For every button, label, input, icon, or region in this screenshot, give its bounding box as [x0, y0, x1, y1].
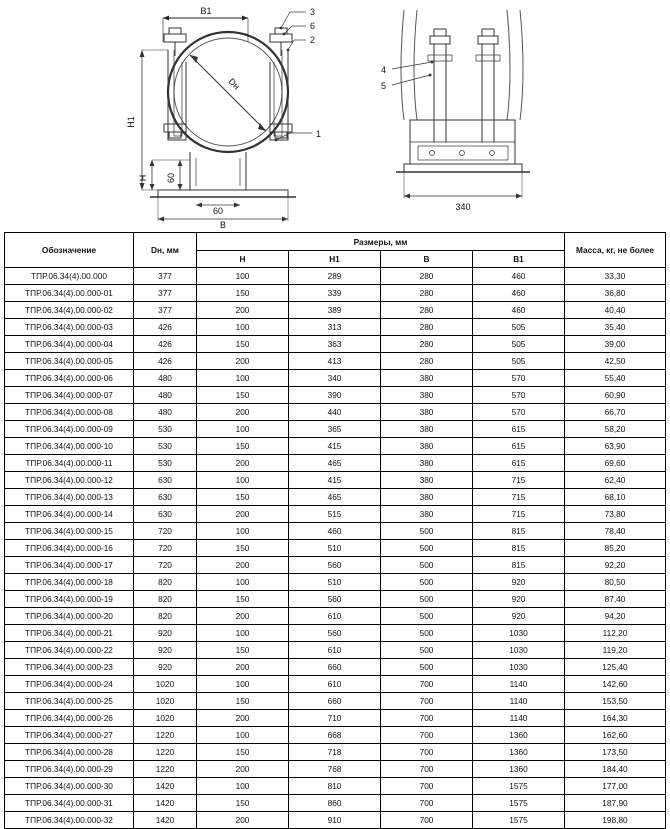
cell-h1: 465 — [289, 489, 381, 506]
drawing-graphics — [0, 0, 670, 232]
cell-h: 150 — [197, 387, 289, 404]
table-row — [5, 438, 666, 455]
cell-h1: 415 — [289, 472, 381, 489]
cell-h: 200 — [197, 455, 289, 472]
cell-b1: 1575 — [473, 778, 565, 795]
cell-dn: 530 — [134, 455, 197, 472]
cell-mass: 198,80 — [565, 812, 666, 829]
cell-b1: 715 — [473, 472, 565, 489]
cell-designation: ТПР.06.34(4).00.000-31 — [5, 795, 134, 812]
cell-dn: 426 — [134, 353, 197, 370]
cell-h1: 510 — [289, 574, 381, 591]
cell-mass: 112,20 — [565, 625, 666, 642]
cell-designation: ТПР.06.34(4).00.000-09 — [5, 421, 134, 438]
cell-h: 150 — [197, 489, 289, 506]
cell-mass: 153,50 — [565, 693, 666, 710]
dim-label-60-horiz: 60 — [212, 206, 224, 216]
cell-mass: 173,50 — [565, 744, 666, 761]
cell-b: 700 — [381, 710, 473, 727]
callout-5: 5 — [381, 81, 387, 91]
cell-b: 700 — [381, 778, 473, 795]
callout-1: 1 — [316, 129, 322, 139]
cell-h: 150 — [197, 693, 289, 710]
cell-b: 700 — [381, 676, 473, 693]
cell-mass: 162,60 — [565, 727, 666, 744]
cell-b: 380 — [381, 472, 473, 489]
cell-dn: 630 — [134, 489, 197, 506]
cell-dn: 426 — [134, 336, 197, 353]
cell-mass: 187,90 — [565, 795, 666, 812]
cell-dn: 630 — [134, 506, 197, 523]
cell-mass: 58,20 — [565, 421, 666, 438]
cell-h1: 710 — [289, 710, 381, 727]
table-row — [5, 574, 666, 591]
table-row — [5, 404, 666, 421]
cell-dn: 630 — [134, 472, 197, 489]
cell-designation: ТПР.06.34(4).00.000-06 — [5, 370, 134, 387]
cell-b1: 815 — [473, 523, 565, 540]
cell-h1: 660 — [289, 659, 381, 676]
cell-b1: 460 — [473, 268, 565, 285]
cell-h: 150 — [197, 285, 289, 302]
dim-label-340: 340 — [455, 202, 471, 212]
table-row — [5, 421, 666, 438]
cell-mass: 55,40 — [565, 370, 666, 387]
cell-b: 700 — [381, 795, 473, 812]
cell-b: 700 — [381, 727, 473, 744]
header-sizes: Размеры, мм — [197, 233, 565, 251]
dim-label-h1: H1 — [126, 116, 136, 128]
table-body — [5, 268, 666, 829]
header-designation: Обозначение — [5, 233, 134, 268]
cell-mass: 60,90 — [565, 387, 666, 404]
specification-table-wrapper — [4, 232, 666, 829]
cell-b: 280 — [381, 285, 473, 302]
cell-h1: 860 — [289, 795, 381, 812]
header-mass: Масса, кг, не более — [565, 233, 666, 268]
cell-b: 500 — [381, 591, 473, 608]
cell-b1: 1030 — [473, 625, 565, 642]
cell-h1: 289 — [289, 268, 381, 285]
cell-designation: ТПР.06.34(4).00.000-24 — [5, 676, 134, 693]
cell-b: 500 — [381, 608, 473, 625]
cell-dn: 480 — [134, 387, 197, 404]
callout-2: 2 — [310, 35, 316, 45]
cell-h: 200 — [197, 710, 289, 727]
header-b1: B1 — [473, 251, 565, 268]
cell-mass: 177,00 — [565, 778, 666, 795]
cell-h: 100 — [197, 778, 289, 795]
cell-designation: ТПР.06.34(4).00.000 — [5, 268, 134, 285]
cell-dn: 720 — [134, 540, 197, 557]
cell-dn: 480 — [134, 404, 197, 421]
table-row — [5, 540, 666, 557]
header-h1: H1 — [289, 251, 381, 268]
cell-b1: 1140 — [473, 676, 565, 693]
cell-b1: 1140 — [473, 710, 565, 727]
cell-mass: 94,20 — [565, 608, 666, 625]
cell-h1: 610 — [289, 676, 381, 693]
cell-dn: 377 — [134, 302, 197, 319]
cell-b1: 615 — [473, 455, 565, 472]
cell-h1: 810 — [289, 778, 381, 795]
table-row — [5, 710, 666, 727]
cell-mass: 42,50 — [565, 353, 666, 370]
cell-dn: 1020 — [134, 710, 197, 727]
cell-h: 150 — [197, 744, 289, 761]
cell-b: 500 — [381, 540, 473, 557]
cell-dn: 820 — [134, 591, 197, 608]
callout-6: 6 — [310, 21, 316, 31]
cell-dn: 377 — [134, 268, 197, 285]
cell-h1: 910 — [289, 812, 381, 829]
table-row — [5, 693, 666, 710]
cell-h1: 413 — [289, 353, 381, 370]
cell-designation: ТПР.06.34(4).00.000-04 — [5, 336, 134, 353]
cell-h1: 660 — [289, 693, 381, 710]
cell-h: 200 — [197, 506, 289, 523]
table-row — [5, 302, 666, 319]
cell-mass: 125,40 — [565, 659, 666, 676]
cell-b1: 1575 — [473, 812, 565, 829]
cell-mass: 92,20 — [565, 557, 666, 574]
cell-b1: 920 — [473, 608, 565, 625]
cell-mass: 85,20 — [565, 540, 666, 557]
cell-b: 280 — [381, 319, 473, 336]
cell-mass: 35,40 — [565, 319, 666, 336]
cell-h1: 718 — [289, 744, 381, 761]
cell-h: 100 — [197, 370, 289, 387]
cell-dn: 480 — [134, 370, 197, 387]
technical-drawing — [0, 0, 670, 232]
cell-mass: 69,60 — [565, 455, 666, 472]
dim-label-b: B — [219, 220, 227, 230]
cell-h: 100 — [197, 625, 289, 642]
cell-b1: 570 — [473, 370, 565, 387]
cell-mass: 36,80 — [565, 285, 666, 302]
table-row — [5, 455, 666, 472]
cell-b1: 920 — [473, 591, 565, 608]
cell-designation: ТПР.06.34(4).00.000-11 — [5, 455, 134, 472]
header-dn: Dн, мм — [134, 233, 197, 268]
cell-designation: ТПР.06.34(4).00.000-18 — [5, 574, 134, 591]
cell-b1: 1030 — [473, 642, 565, 659]
table-row — [5, 778, 666, 795]
cell-b: 380 — [381, 506, 473, 523]
cell-dn: 1420 — [134, 795, 197, 812]
cell-b: 280 — [381, 336, 473, 353]
cell-b: 380 — [381, 421, 473, 438]
cell-designation: ТПР.06.34(4).00.000-17 — [5, 557, 134, 574]
dim-label-h: H — [138, 174, 148, 182]
cell-b: 700 — [381, 812, 473, 829]
cell-dn: 720 — [134, 557, 197, 574]
cell-b: 380 — [381, 370, 473, 387]
cell-b: 380 — [381, 489, 473, 506]
cell-h: 200 — [197, 812, 289, 829]
cell-dn: 1020 — [134, 676, 197, 693]
cell-dn: 720 — [134, 523, 197, 540]
cell-b: 700 — [381, 744, 473, 761]
cell-h: 150 — [197, 438, 289, 455]
cell-designation: ТПР.06.34(4).00.000-26 — [5, 710, 134, 727]
cell-designation: ТПР.06.34(4).00.000-03 — [5, 319, 134, 336]
cell-h: 100 — [197, 523, 289, 540]
cell-designation: ТПР.06.34(4).00.000-07 — [5, 387, 134, 404]
cell-dn: 920 — [134, 659, 197, 676]
cell-h: 100 — [197, 319, 289, 336]
cell-designation: ТПР.06.34(4).00.000-01 — [5, 285, 134, 302]
cell-h: 150 — [197, 540, 289, 557]
header-b: B — [381, 251, 473, 268]
table-row — [5, 387, 666, 404]
cell-mass: 63,90 — [565, 438, 666, 455]
table-row — [5, 795, 666, 812]
cell-h: 200 — [197, 404, 289, 421]
cell-dn: 920 — [134, 625, 197, 642]
cell-designation: ТПР.06.34(4).00.000-28 — [5, 744, 134, 761]
cell-h: 100 — [197, 727, 289, 744]
cell-b: 500 — [381, 625, 473, 642]
cell-h1: 560 — [289, 625, 381, 642]
cell-h1: 339 — [289, 285, 381, 302]
cell-mass: 39,00 — [565, 336, 666, 353]
cell-designation: ТПР.06.34(4).00.000-05 — [5, 353, 134, 370]
table-row — [5, 608, 666, 625]
cell-b: 500 — [381, 659, 473, 676]
table-row — [5, 761, 666, 778]
cell-b1: 615 — [473, 438, 565, 455]
table-row — [5, 489, 666, 506]
cell-b: 500 — [381, 557, 473, 574]
cell-b1: 505 — [473, 319, 565, 336]
cell-mass: 62,40 — [565, 472, 666, 489]
cell-mass: 80,50 — [565, 574, 666, 591]
cell-h1: 390 — [289, 387, 381, 404]
cell-mass: 33,30 — [565, 268, 666, 285]
cell-designation: ТПР.06.34(4).00.000-13 — [5, 489, 134, 506]
cell-b1: 505 — [473, 336, 565, 353]
cell-designation: ТПР.06.34(4).00.000-23 — [5, 659, 134, 676]
cell-mass: 119,20 — [565, 642, 666, 659]
cell-b1: 460 — [473, 302, 565, 319]
cell-designation: ТПР.06.34(4).00.000-14 — [5, 506, 134, 523]
cell-b1: 570 — [473, 404, 565, 421]
header-h: H — [197, 251, 289, 268]
cell-b: 280 — [381, 268, 473, 285]
table-row — [5, 591, 666, 608]
table-row — [5, 727, 666, 744]
cell-dn: 820 — [134, 574, 197, 591]
cell-h1: 668 — [289, 727, 381, 744]
cell-h: 150 — [197, 591, 289, 608]
cell-dn: 530 — [134, 438, 197, 455]
cell-h1: 313 — [289, 319, 381, 336]
cell-b1: 920 — [473, 574, 565, 591]
cell-b: 500 — [381, 642, 473, 659]
cell-b1: 460 — [473, 285, 565, 302]
table-row — [5, 676, 666, 693]
cell-b1: 815 — [473, 557, 565, 574]
cell-b1: 715 — [473, 489, 565, 506]
table-header-row — [5, 233, 666, 251]
table-row — [5, 506, 666, 523]
cell-h1: 610 — [289, 608, 381, 625]
cell-designation: ТПР.06.34(4).00.000-27 — [5, 727, 134, 744]
cell-b1: 1360 — [473, 761, 565, 778]
cell-mass: 164,30 — [565, 710, 666, 727]
cell-mass: 78,40 — [565, 523, 666, 540]
cell-dn: 426 — [134, 319, 197, 336]
table-row — [5, 744, 666, 761]
cell-designation: ТПР.06.34(4).00.000-12 — [5, 472, 134, 489]
cell-dn: 1220 — [134, 727, 197, 744]
cell-h1: 340 — [289, 370, 381, 387]
cell-dn: 1220 — [134, 761, 197, 778]
cell-h: 100 — [197, 574, 289, 591]
cell-mass: 68,10 — [565, 489, 666, 506]
cell-h: 200 — [197, 302, 289, 319]
cell-b1: 615 — [473, 421, 565, 438]
cell-mass: 87,40 — [565, 591, 666, 608]
dim-label-60-vert: 60 — [166, 172, 176, 184]
table-row — [5, 319, 666, 336]
table-row — [5, 336, 666, 353]
callout-4: 4 — [381, 65, 387, 75]
cell-h: 200 — [197, 761, 289, 778]
cell-designation: ТПР.06.34(4).00.000-10 — [5, 438, 134, 455]
cell-b: 380 — [381, 455, 473, 472]
cell-h: 100 — [197, 676, 289, 693]
cell-b: 380 — [381, 404, 473, 421]
cell-h1: 510 — [289, 540, 381, 557]
cell-designation: ТПР.06.34(4).00.000-19 — [5, 591, 134, 608]
cell-designation: ТПР.06.34(4).00.000-32 — [5, 812, 134, 829]
cell-h1: 560 — [289, 557, 381, 574]
cell-dn: 1020 — [134, 693, 197, 710]
table-row — [5, 642, 666, 659]
cell-b1: 1575 — [473, 795, 565, 812]
cell-designation: ТПР.06.34(4).00.000-21 — [5, 625, 134, 642]
cell-designation: ТПР.06.34(4).00.000-22 — [5, 642, 134, 659]
table-row — [5, 268, 666, 285]
cell-h1: 465 — [289, 455, 381, 472]
cell-designation: ТПР.06.34(4).00.000-15 — [5, 523, 134, 540]
cell-dn: 1420 — [134, 812, 197, 829]
cell-designation: ТПР.06.34(4).00.000-02 — [5, 302, 134, 319]
cell-designation: ТПР.06.34(4).00.000-16 — [5, 540, 134, 557]
cell-b1: 1360 — [473, 727, 565, 744]
table-row — [5, 370, 666, 387]
cell-dn: 1420 — [134, 778, 197, 795]
cell-dn: 1220 — [134, 744, 197, 761]
cell-designation: ТПР.06.34(4).00.000-20 — [5, 608, 134, 625]
table-row — [5, 285, 666, 302]
cell-h1: 365 — [289, 421, 381, 438]
callout-3: 3 — [310, 7, 316, 17]
cell-dn: 820 — [134, 608, 197, 625]
cell-h: 100 — [197, 268, 289, 285]
cell-h1: 460 — [289, 523, 381, 540]
cell-dn: 377 — [134, 285, 197, 302]
cell-h: 100 — [197, 421, 289, 438]
table-row — [5, 659, 666, 676]
cell-b: 380 — [381, 387, 473, 404]
cell-b: 380 — [381, 438, 473, 455]
cell-h: 150 — [197, 336, 289, 353]
table-row — [5, 557, 666, 574]
cell-h1: 389 — [289, 302, 381, 319]
cell-designation: ТПР.06.34(4).00.000-29 — [5, 761, 134, 778]
cell-b: 280 — [381, 353, 473, 370]
cell-h: 100 — [197, 472, 289, 489]
cell-h: 150 — [197, 642, 289, 659]
table-row — [5, 472, 666, 489]
cell-h1: 610 — [289, 642, 381, 659]
cell-h1: 415 — [289, 438, 381, 455]
cell-b1: 815 — [473, 540, 565, 557]
specification-table — [4, 232, 666, 829]
cell-b: 500 — [381, 574, 473, 591]
cell-h: 200 — [197, 353, 289, 370]
cell-b1: 715 — [473, 506, 565, 523]
cell-b1: 1030 — [473, 659, 565, 676]
cell-h1: 363 — [289, 336, 381, 353]
cell-b1: 1360 — [473, 744, 565, 761]
cell-h: 200 — [197, 557, 289, 574]
cell-b1: 1140 — [473, 693, 565, 710]
cell-dn: 530 — [134, 421, 197, 438]
cell-mass: 66,70 — [565, 404, 666, 421]
cell-h1: 515 — [289, 506, 381, 523]
cell-h1: 440 — [289, 404, 381, 421]
cell-b1: 505 — [473, 353, 565, 370]
cell-h: 150 — [197, 795, 289, 812]
table-row — [5, 523, 666, 540]
cell-mass: 40,40 — [565, 302, 666, 319]
cell-designation: ТПР.06.34(4).00.000-08 — [5, 404, 134, 421]
dim-label-b1: B1 — [200, 6, 212, 16]
cell-mass: 142,60 — [565, 676, 666, 693]
cell-b: 500 — [381, 523, 473, 540]
cell-mass: 73,80 — [565, 506, 666, 523]
cell-designation: ТПР.06.34(4).00.000-30 — [5, 778, 134, 795]
cell-h1: 768 — [289, 761, 381, 778]
cell-b: 700 — [381, 693, 473, 710]
cell-designation: ТПР.06.34(4).00.000-25 — [5, 693, 134, 710]
cell-h: 200 — [197, 608, 289, 625]
table-row — [5, 812, 666, 829]
table-row — [5, 625, 666, 642]
cell-b1: 570 — [473, 387, 565, 404]
cell-mass: 184,40 — [565, 761, 666, 778]
cell-b: 700 — [381, 761, 473, 778]
cell-h: 200 — [197, 659, 289, 676]
cell-h1: 560 — [289, 591, 381, 608]
dim-label-dn: Dн — [226, 76, 242, 92]
table-row — [5, 353, 666, 370]
cell-dn: 920 — [134, 642, 197, 659]
cell-b: 280 — [381, 302, 473, 319]
